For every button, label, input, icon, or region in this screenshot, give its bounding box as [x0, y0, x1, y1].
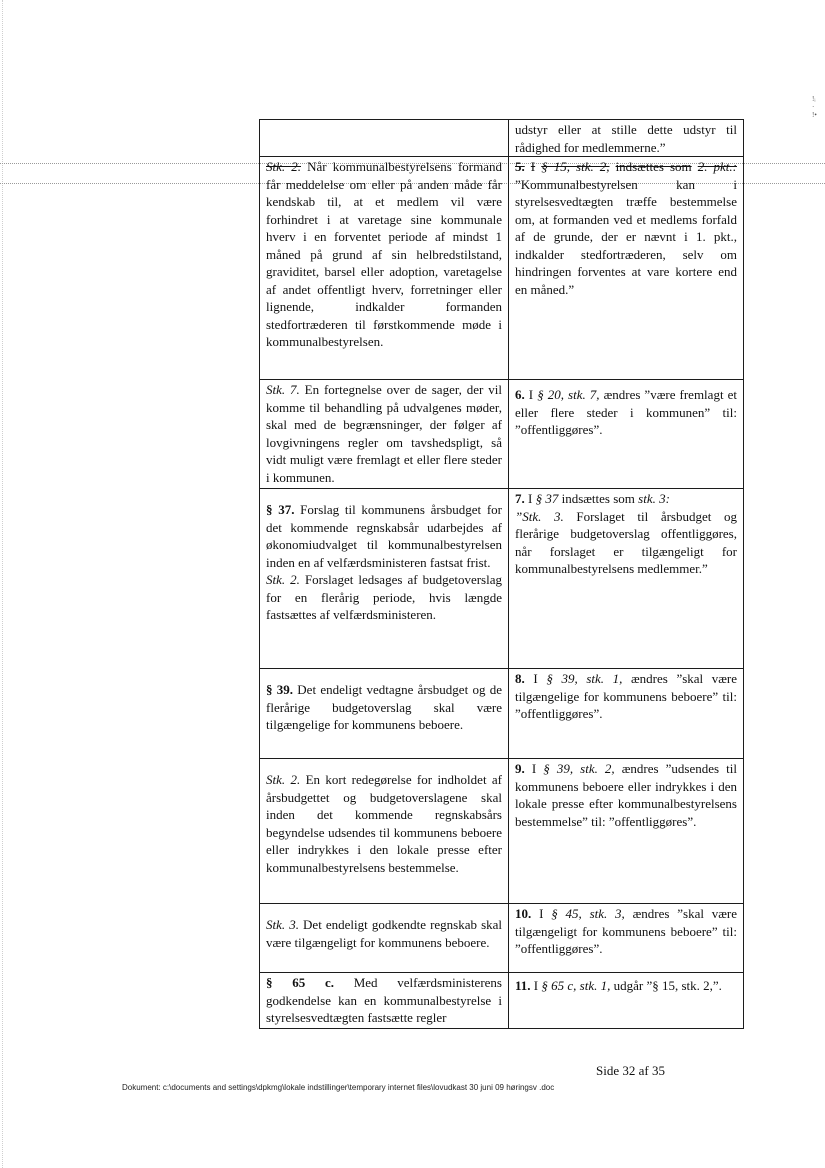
amendment-cell	[509, 157, 744, 380]
amendment-prefix: I	[533, 671, 538, 686]
amendment-connector: indsættes som	[615, 159, 692, 174]
table-row	[260, 759, 744, 904]
law-reference: 2. pkt.:	[697, 159, 737, 174]
paragraph-label: § 37.	[266, 502, 295, 517]
amendment-prefix: I	[539, 906, 544, 921]
law-reference: § 37	[535, 491, 559, 506]
amendment-text: udstyr eller at stille dette udstyr til rådighed for medlemmerne.”	[515, 122, 737, 155]
amendment-prefix: I	[533, 978, 539, 993]
current-law-text: Det endeligt vedtagne årsbudget og de flerårige budgetoverslag skal være tilgængelige for kommunens beboere.	[266, 682, 502, 732]
amendment-prefix: I	[528, 387, 534, 402]
amendment-prefix: I	[530, 159, 536, 174]
current-law-cell	[260, 759, 509, 904]
law-reference: § 45, stk. 3,	[551, 906, 625, 921]
law-reference: § 15, stk. 2,	[541, 159, 610, 174]
amendment-number: 7.	[515, 491, 525, 506]
amendment-text: udgår ”§ 15, stk. 2,”.	[613, 978, 722, 993]
current-law-cell	[260, 669, 509, 759]
stk-label: Stk. 2.	[266, 772, 301, 787]
stk-label: Stk. 2.	[266, 159, 301, 174]
current-law-cell	[260, 120, 509, 157]
amendment-text: ændres ”udsendes til kommunens beboere eller indrykkes i den lokale presse efter kommunalbestyrelsens bestemmelse” til: ”offentliggøres”.	[515, 761, 737, 829]
current-law-text: Forslaget ledsages af budgetoverslag for en flerårig periode, hvis længde fastsættes af velfærdsministeren.	[266, 572, 502, 622]
margin-mark: !ᵢ · !•	[812, 95, 817, 119]
table-row	[260, 380, 744, 489]
stk-label: Stk. 7.	[266, 382, 300, 397]
table-row	[260, 120, 744, 157]
paragraph-label: § 65 c.	[266, 975, 334, 990]
current-law-cell	[260, 157, 509, 380]
stk-label: Stk. 2.	[266, 572, 300, 587]
amendment-text: ændres ”skal være tilgængeligt for kommunens beboere” til: ”offentliggøres”.	[515, 906, 738, 956]
current-law-cell	[260, 489, 509, 669]
paragraph-label: § 39.	[266, 682, 294, 697]
amendment-cell	[509, 120, 744, 157]
amendment-cell	[509, 973, 744, 1029]
table-row	[260, 904, 744, 973]
amendment-number: 5.	[515, 159, 525, 174]
table-row	[260, 669, 744, 759]
current-law-text: En fortegnelse over de sager, der vil komme til behandling på udvalgenes møder, skal med de begrænsninger, der følger af lovgivningens regler om tavshedspligt, så vidt muligt være fremlagt et eller flere steder i kommunen.	[266, 382, 502, 485]
current-law-text: En kort redegørelse for indholdet af årsbudgettet og budgetoverslagene skal inden det kommende regnskabsårs begyndelse udsendes til kommunens beboere eller indrykkes i den lokale presse efter kommunalbestyrelsens bestemmelse.	[266, 772, 502, 875]
current-law-text: Når kommunalbestyrelsens formand får meddelelse om eller på anden måde får kendskab til, at et medlem vil være forhindret i at varetage sine kommunale hverv i en forventet periode af mindst 1 måned på grund af sin helbredstilstand, graviditet, barsel eller adoption, varetagelse af andet offentligt hverv, forretninger eller lignende, indkalder formanden stedfortræderen til førstkommende møde i kommunalbestyrelsen.	[266, 159, 502, 349]
amendment-cell	[509, 669, 744, 759]
current-law-cell	[260, 380, 509, 489]
table-row	[260, 973, 744, 1029]
current-law-text: Forslag til kommunens årsbudget for det kommende regnskabsår udarbejdes af økonomiudvalget til kommunalbestyrelsen inden en af velfærdsministeren fastsat frist.	[266, 502, 503, 570]
law-reference: stk. 3:	[638, 491, 670, 506]
current-law-cell	[260, 973, 509, 1029]
law-reference: § 39, stk. 1,	[546, 671, 623, 686]
amendment-cell	[509, 489, 744, 669]
amendment-cell	[509, 759, 744, 904]
document-path: Dokument: c:\documents and settings\dpkmg\lokale indstillinger\temporary internet files\lovudkast 30 juni 09 høringsv .doc	[122, 1083, 555, 1092]
amendment-prefix: I	[531, 761, 537, 776]
law-reference: § 39, stk. 2,	[543, 761, 615, 776]
amendment-text: ændres ”være fremlagt et eller flere steder i kommunen” til: ”offentliggøres”.	[515, 387, 737, 437]
current-law-text: Med velfærdsministerens godkendelse kan en kommunalbestyrelse i styrelsesvedtægten fastsætte regler	[266, 975, 502, 1025]
table-row	[260, 489, 744, 669]
amendment-number: 11.	[515, 978, 531, 993]
amendment-cell	[509, 904, 744, 973]
table-row	[260, 157, 744, 380]
current-law-cell	[260, 904, 509, 973]
amendment-cell	[509, 380, 744, 489]
amendment-text: ændres ”skal være tilgængelige for kommunens beboere” til: ”offentliggøres”.	[515, 671, 738, 721]
amendment-number: 10.	[515, 906, 532, 921]
page-number: Side 32 af 35	[596, 1063, 665, 1078]
amendment-connector: indsættes som	[561, 491, 635, 506]
law-comparison-table	[259, 119, 744, 1029]
amendment-number: 8.	[515, 671, 525, 686]
current-law-text: Det endeligt godkendte regnskab skal være tilgængeligt for kommunens beboere.	[266, 917, 503, 950]
law-reference: § 65 c, stk. 1,	[541, 978, 611, 993]
stk-label: Stk. 3.	[266, 917, 299, 932]
amendment-text: ”Kommunalbestyrelsen kan i styrelsesvedtægten træffe bestemmelse om, at formanden ved et medlems forfald af de grunde, der er nævnt i 1. pkt., indkalder stedfortræderen, selv om hindringen forventes at vare kortere end en måned.”	[515, 176, 737, 297]
amendment-number: 6.	[515, 387, 525, 402]
amendment-number: 9.	[515, 761, 525, 776]
stk-label: ”Stk. 3.	[515, 508, 564, 524]
amendment-prefix: I	[528, 491, 533, 506]
law-reference: § 20, stk. 7,	[537, 387, 600, 402]
amendment-text: Forslaget til årsbudget og flerårige budgetoverslag offentliggøres, når forslaget er tilgængeligt for kommunalbestyrelsens medlemmer.”	[515, 508, 737, 576]
scan-edge-dots	[2, 0, 3, 1168]
